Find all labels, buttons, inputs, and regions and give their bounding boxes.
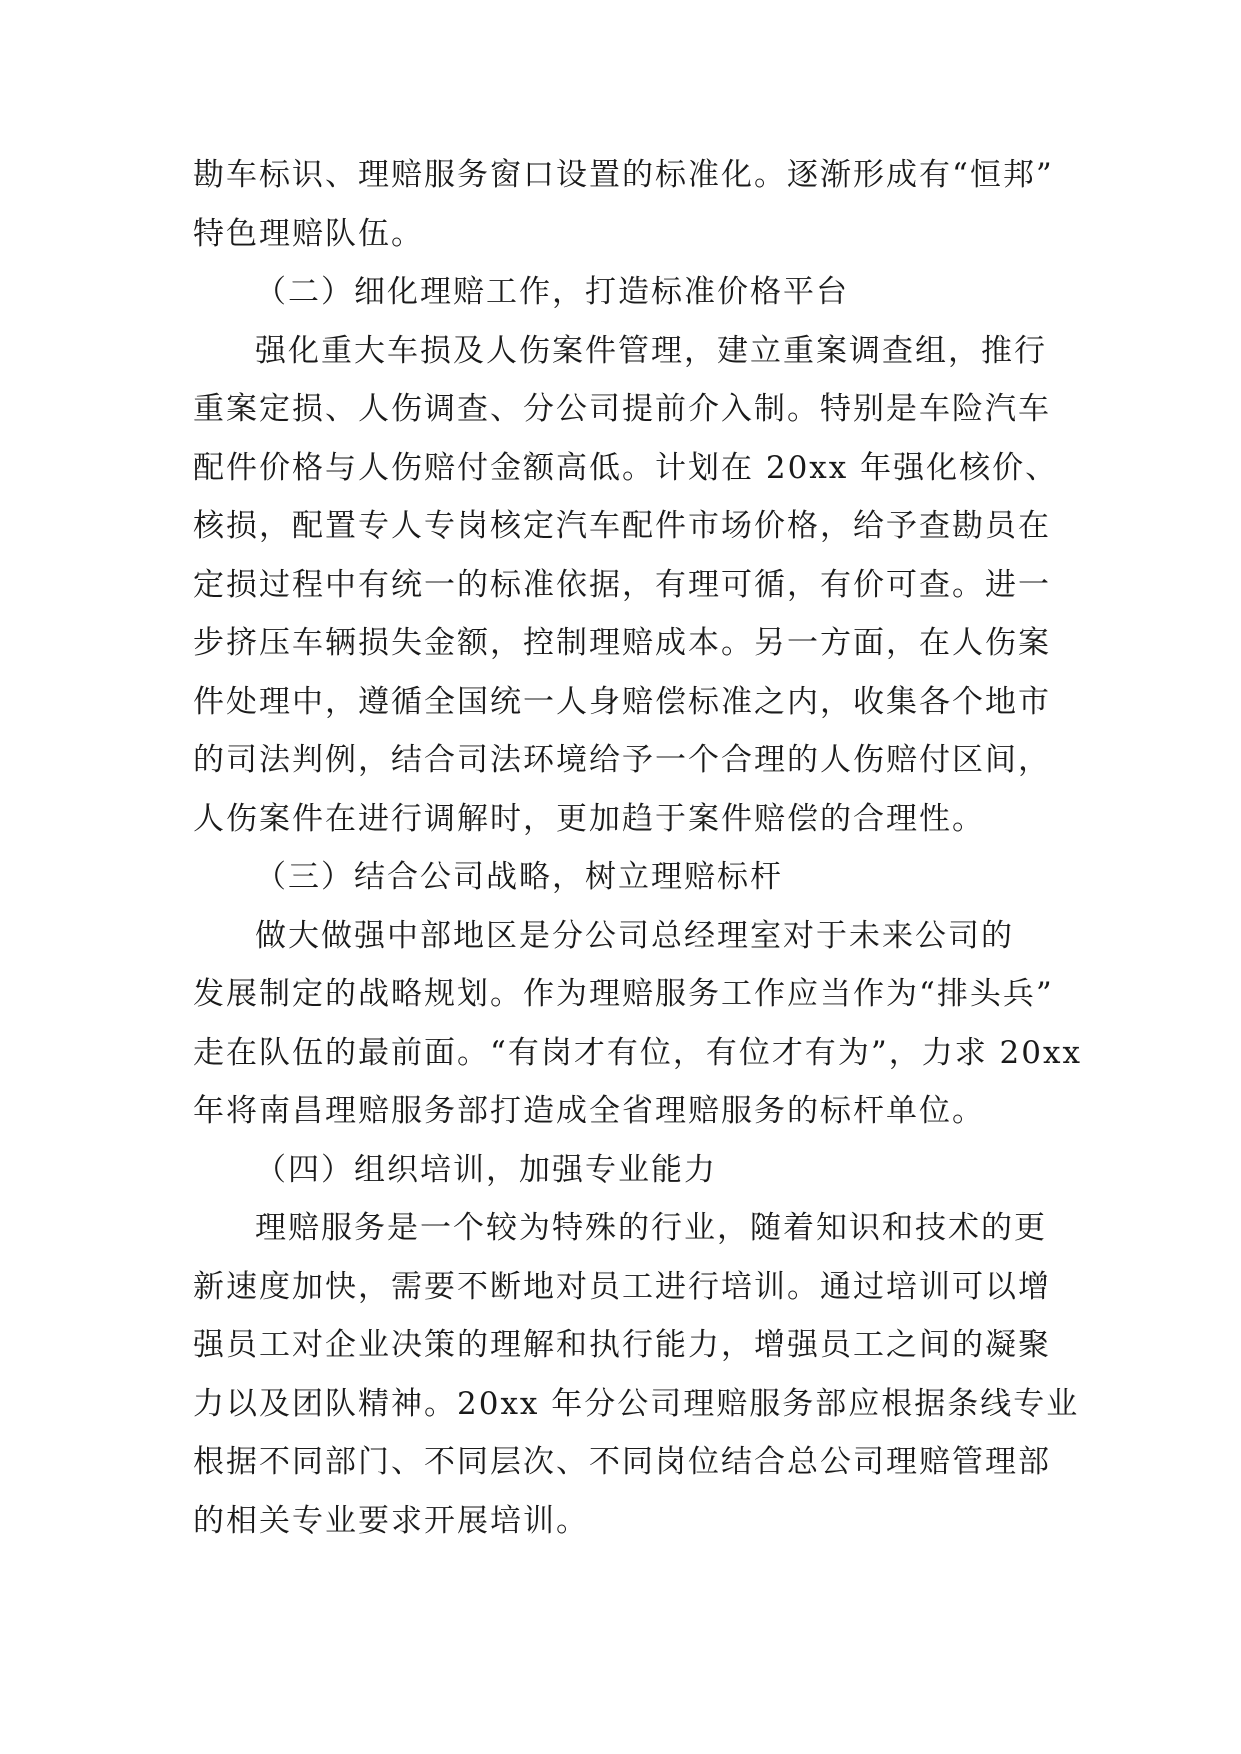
body-line-8: 定损过程中有统一的标准依据，有理可循，有价可查。进一 xyxy=(193,566,1051,603)
body-line-14: 做大做强中部地区是分公司总经理室对于未来公司的 xyxy=(255,917,1014,954)
section-heading-3: （三）结合公司战略，树立理赔标杆 xyxy=(255,859,783,895)
body-line-19: 理赔服务是一个较为特殊的行业，随着知识和技术的更 xyxy=(255,1210,1047,1246)
body-line-10: 件处理中，遵循全国统一人身赔偿标准之内，收集各个地市 xyxy=(193,683,1051,720)
body-line-9: 步挤压车辆损失金额，控制理赔成本。另一方面，在人伤案 xyxy=(193,625,1051,661)
body-line-24: 的相关专业要求开展培训。 xyxy=(193,1502,589,1539)
body-line-17: 年将南昌理赔服务部打造成全省理赔服务的标杆单位。 xyxy=(193,1093,985,1129)
document-body xyxy=(193,146,1082,1550)
body-line-11: 的司法判例，结合司法环境给予一个合理的人伤赔付区间， xyxy=(193,742,1051,778)
body-line-12: 人伤案件在进行调解时，更加趋于案件赔偿的合理性。 xyxy=(193,800,985,837)
body-line-22: 力以及团队精神。20xx 年分公司理赔服务部应根据条线专业 xyxy=(193,1385,1080,1422)
body-line-4: 强化重大车损及人伤案件管理，建立重案调查组，推行 xyxy=(255,332,1047,369)
section-heading-4: （四）组织培训，加强专业能力 xyxy=(255,1151,717,1188)
body-line-5: 重案定损、人伤调查、分公司提前介入制。特别是车险汽车 xyxy=(193,391,1051,427)
body-line-2: 特色理赔队伍。 xyxy=(193,215,424,252)
body-line-1: 勘车标识、理赔服务窗口设置的标准化。逐渐形成有“恒邦” xyxy=(193,157,1054,193)
body-line-6: 配件价格与人伤赔付金额高低。计划在 20xx 年强化核价、 xyxy=(193,449,1059,486)
body-line-7: 核损，配置专人专岗核定汽车配件市场价格，给予查勘员在 xyxy=(193,508,1051,544)
section-heading-2: （二）细化理赔工作，打造标准价格平台 xyxy=(255,274,849,310)
body-line-15: 发展制定的战略规划。作为理赔服务工作应当作为“排头兵” xyxy=(193,976,1054,1012)
body-line-16: 走在队伍的最前面。“有岗才有位，有位才有为”，力求 20xx xyxy=(193,1034,1082,1071)
body-line-20: 新速度加快，需要不断地对员工进行培训。通过培训可以增 xyxy=(193,1268,1051,1305)
body-line-23: 根据不同部门、不同层次、不同岗位结合总公司理赔管理部 xyxy=(193,1444,1051,1480)
body-line-21: 强员工对企业决策的理解和执行能力，增强员工之间的凝聚 xyxy=(193,1327,1051,1363)
